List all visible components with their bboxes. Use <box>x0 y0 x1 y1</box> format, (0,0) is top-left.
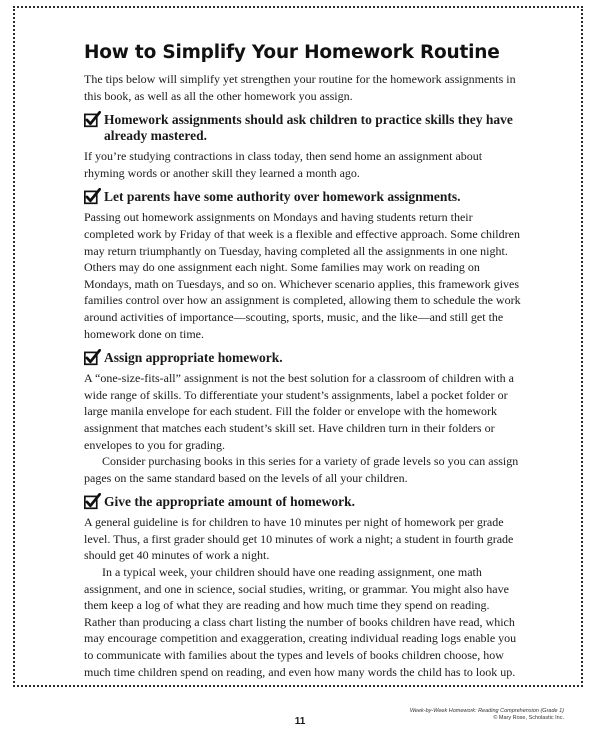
footer-copyright: © Mary Rose, Scholastic Inc. <box>493 715 564 721</box>
footer-credit <box>410 708 564 722</box>
tip-paragraph: A general guideline is for children to have 10 minutes per night of homework per grade level. Thus, a first grader should get 10 minutes of work a night; a student in fourth grade should get 40 minutes of work a night. <box>84 515 514 563</box>
page-title: How to Simplify Your Homework Routine <box>84 42 500 63</box>
tip-paragraph: A “one-size-fits-all” assignment is not the best solution for a classroom of children with a wide range of skills. To differentiate your student’s assignments, label a pocket folder or large manila envelope for each student. Fill the folder or envelope with the homework assignment that matches each student’s skill set. Have children turn in their folders or envelopes to you for grading. <box>84 371 514 452</box>
checkbox-check-icon <box>84 188 101 205</box>
checkbox-check-icon <box>84 493 101 510</box>
tip-heading-4 <box>84 494 524 510</box>
tip-heading-2 <box>84 189 524 205</box>
tip-heading-1 <box>84 112 524 144</box>
tip-heading-text: Homework assignments should ask children to practice skills they have already mastered. <box>104 112 513 144</box>
intro-paragraph: The tips below will simplify yet strengthen your routine for the homework assignments in this book, as well as all the other homework you assign. <box>84 72 516 103</box>
tip-paragraph: Passing out homework assignments on Mondays and having students return their completed work by Friday of that week is a flexible and effective approach. Some children may return triumphantly on Tuesday, having completed all the assignments in one night. Others may do one assignment each night. Some families may work on reading on Mondays, math on Tuesdays, and so on. Whichever scenario applies, this framework gives families control over how an assignment is completed, allowing them to schedule the work around activities of importance—scouting, sports, music, and the like—and still get the homework done on time. <box>84 210 521 341</box>
tip-paragraph: If you’re studying contractions in class today, then send home an assignment about rhyming words or another skill they learned a month ago. <box>84 149 483 180</box>
footer-book-title: Week-by-Week Homework: Reading Comprehension (Grade 1) <box>409 708 564 714</box>
checkbox-check-icon <box>84 349 101 366</box>
tip-heading-text: Assign appropriate homework. <box>104 350 283 366</box>
tip-heading-text: Give the appropriate amount of homework. <box>104 494 355 510</box>
tip-heading-3 <box>84 350 524 366</box>
tip-paragraph: Consider purchasing books in this series for a variety of grade levels so you can assign pages on the same standard based on the levels of all your children. <box>84 454 519 485</box>
checkbox-check-icon <box>84 111 101 128</box>
article <box>84 42 524 680</box>
tip-heading-text: Let parents have some authority over homework assignments. <box>104 189 461 205</box>
page-number: 11 <box>294 716 306 727</box>
tip-paragraph: In a typical week, your children should have one reading assignment, one math assignment, and one in science, social studies, writing, or grammar. You might also have them keep a log of what they are reading and how much time they spend on reading. Rather than producing a class chart listing the number of books children have read, which may encourage competition and exaggeration, creating individual reading logs enable you to communicate with families about the types and levels of books children choose, how much time children spend on reading, and even how many words the child has to look up. <box>84 565 517 679</box>
